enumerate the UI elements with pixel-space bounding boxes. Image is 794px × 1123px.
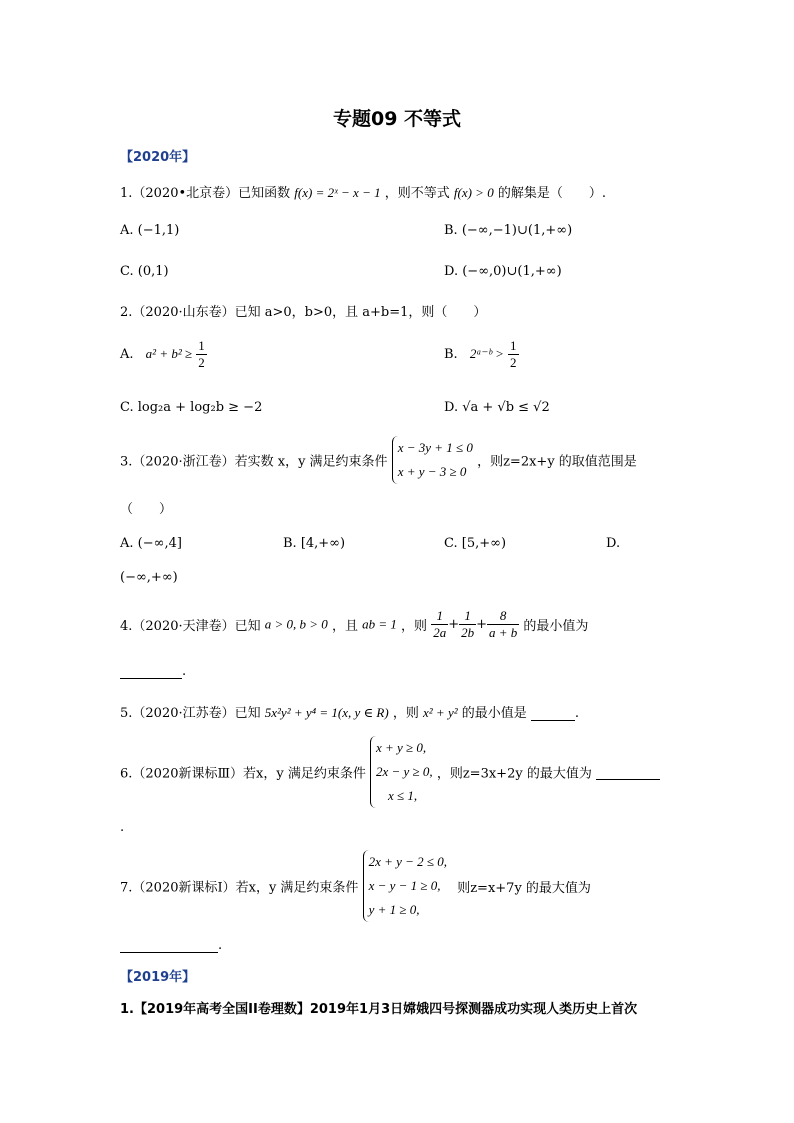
q3-option-d[interactable]: D. — [606, 536, 621, 551]
q6-constraint-2: 2x − y ≥ 0, — [375, 764, 433, 779]
q3-option-b[interactable]: B. [4,+∞) — [283, 536, 346, 551]
q2-option-d[interactable]: D. √a + √b ≤ √2 — [444, 400, 550, 415]
q4-stem-post: 的最小值为 — [523, 619, 589, 634]
q2-b-denominator: 2 — [510, 355, 517, 370]
q1-option-c[interactable]: C. (0,1) — [120, 264, 169, 279]
q4-tail: . — [182, 664, 187, 679]
q4-f1-num: 1 — [431, 608, 448, 625]
section-2019: 【2019年】 — [120, 970, 196, 985]
q6-tail: . — [120, 820, 125, 835]
q1-inequality: f(x) > 0 — [453, 185, 494, 200]
q5-expression: x² + y² — [423, 705, 458, 720]
q4-stem-mid2: ，则 — [401, 619, 428, 634]
question-3-stem — [120, 436, 637, 484]
q4-f2-den: 2b — [461, 625, 475, 640]
q7-constraint-1: 2x + y − 2 ≤ 0, — [368, 854, 448, 869]
q2-option-a-fraction — [196, 338, 207, 371]
q3-stem-pre: 3.（2020·浙江卷）若实数 x，y 满足约束条件 — [120, 454, 388, 470]
q1-option-d[interactable]: D. (−∞,0)∪(1,+∞) — [444, 264, 562, 279]
q3-answer-paren: （ ） — [120, 502, 173, 517]
q5-answer-blank[interactable] — [531, 706, 575, 721]
q3-option-a[interactable]: A. (−∞,4] — [120, 536, 182, 551]
q4-stem-pre: 4.（2020·天津卷）已知 — [120, 619, 261, 634]
page-title: 专题09 不等式 — [332, 108, 462, 130]
q7-stem-pre: 7.（2020新课标Ⅰ）若x，y 满足约束条件 — [120, 880, 359, 896]
q5-stem-pre: 5.（2020·江苏卷）已知 — [120, 706, 261, 721]
q7-answer-blank[interactable] — [120, 940, 218, 953]
q6-answer-blank[interactable] — [596, 765, 660, 780]
section-2020: 【2020年】 — [120, 150, 196, 165]
q7-answer-line — [120, 938, 222, 953]
q4-fraction-3 — [487, 608, 519, 641]
q6-stem-pre: 6.（2020新课标Ⅲ）若x，y 满足约束条件 — [120, 766, 366, 782]
q7-stem-post: 则z=x+7y 的最大值为 — [457, 880, 591, 896]
q2-a-denominator: 2 — [198, 355, 205, 370]
question-1-stem — [120, 182, 606, 201]
q4-answer-line — [120, 664, 186, 679]
q4-f2-num: 1 — [459, 608, 476, 625]
q4-fraction-2 — [459, 608, 476, 641]
q4-stem-mid: ，且 — [331, 619, 358, 634]
q2-option-b[interactable] — [444, 338, 519, 371]
q1-stem-pre: 1.（2020•北京卷）已知函数 — [120, 186, 291, 201]
q3-constraint-1: x − 3y + 1 ≤ 0 — [397, 440, 473, 455]
q4-answer-blank[interactable] — [120, 664, 182, 679]
q6-stem-post: ，则z=3x+2y 的最大值为 — [436, 766, 592, 782]
q2-option-a-label: A. — [120, 347, 134, 362]
q6-constraint-system — [370, 736, 433, 808]
q7-constraint-3: y + 1 ≥ 0, — [368, 902, 420, 917]
question-4-stem — [120, 608, 588, 641]
q1-option-a[interactable]: A. (−1,1) — [120, 223, 180, 238]
q1-function: f(x) = 2ˣ − x − 1 — [294, 185, 381, 200]
q7-constraint-2: x − y − 1 ≥ 0, — [368, 878, 441, 893]
q3-option-c[interactable]: C. [5,+∞) — [444, 536, 507, 551]
q7-tail: . — [218, 938, 223, 953]
q3-stem-post: ，则z=2x+y 的取值范围是 — [477, 454, 637, 470]
q4-fraction-1 — [431, 608, 448, 641]
question-5-stem — [120, 702, 579, 721]
q3-option-d-value: (−∞,+∞) — [120, 570, 178, 585]
q1-stem-mid: ，则不等式 — [384, 186, 450, 201]
q5-stem-mid: ，则 — [392, 706, 419, 721]
q4-plus-2: + — [476, 617, 487, 632]
q2-option-a[interactable] — [120, 338, 207, 371]
q4-f1-den: 2a — [433, 625, 447, 640]
q5-tail: . — [574, 706, 580, 721]
q4-plus-1: + — [448, 617, 460, 632]
question-2-stem: 2.（2020·山东卷）已知 a>0，b>0，且 a+b=1，则（ ） — [120, 305, 487, 320]
q2-option-a-expr: a² + b² ≥ — [145, 346, 193, 361]
q2-option-b-expr: 2ᵃ⁻ᵇ > — [469, 346, 504, 361]
question-2019-1-stem: 1.【2019年高考全国II卷理数】2019年1月3日嫦娥四号探测器成功实现人类历史上首次 — [120, 1002, 638, 1017]
q7-constraint-system — [363, 850, 447, 922]
q4-ab: ab = 1 — [362, 616, 397, 632]
q4-f3-num: 8 — [487, 608, 519, 625]
q1-option-b[interactable]: B. (−∞,−1)∪(1,+∞) — [444, 223, 573, 238]
q4-f3-den: a + b — [489, 625, 518, 640]
q3-constraint-system — [392, 436, 473, 484]
q2-a-numerator: 1 — [198, 338, 205, 353]
q2-b-numerator: 1 — [510, 338, 517, 353]
question-7-stem — [120, 850, 591, 922]
q2-option-b-fraction — [508, 338, 519, 371]
q6-constraint-3: x ≤ 1, — [387, 788, 418, 803]
question-6-stem — [120, 736, 660, 808]
q6-constraint-1: x + y ≥ 0, — [375, 740, 427, 755]
q1-stem-post: 的解集是（ ）. — [497, 186, 606, 201]
q5-equation: 5x²y² + y⁴ = 1(x, y ∈ R) — [264, 705, 389, 720]
q2-option-b-label: B. — [444, 347, 458, 362]
q2-option-c[interactable]: C. log₂a + log₂b ≥ −2 — [120, 400, 263, 415]
q4-condition: a > 0, b > 0 — [264, 616, 328, 632]
q5-stem-post: 的最小值是 — [461, 706, 527, 721]
q3-constraint-2: x + y − 3 ≥ 0 — [397, 464, 467, 479]
